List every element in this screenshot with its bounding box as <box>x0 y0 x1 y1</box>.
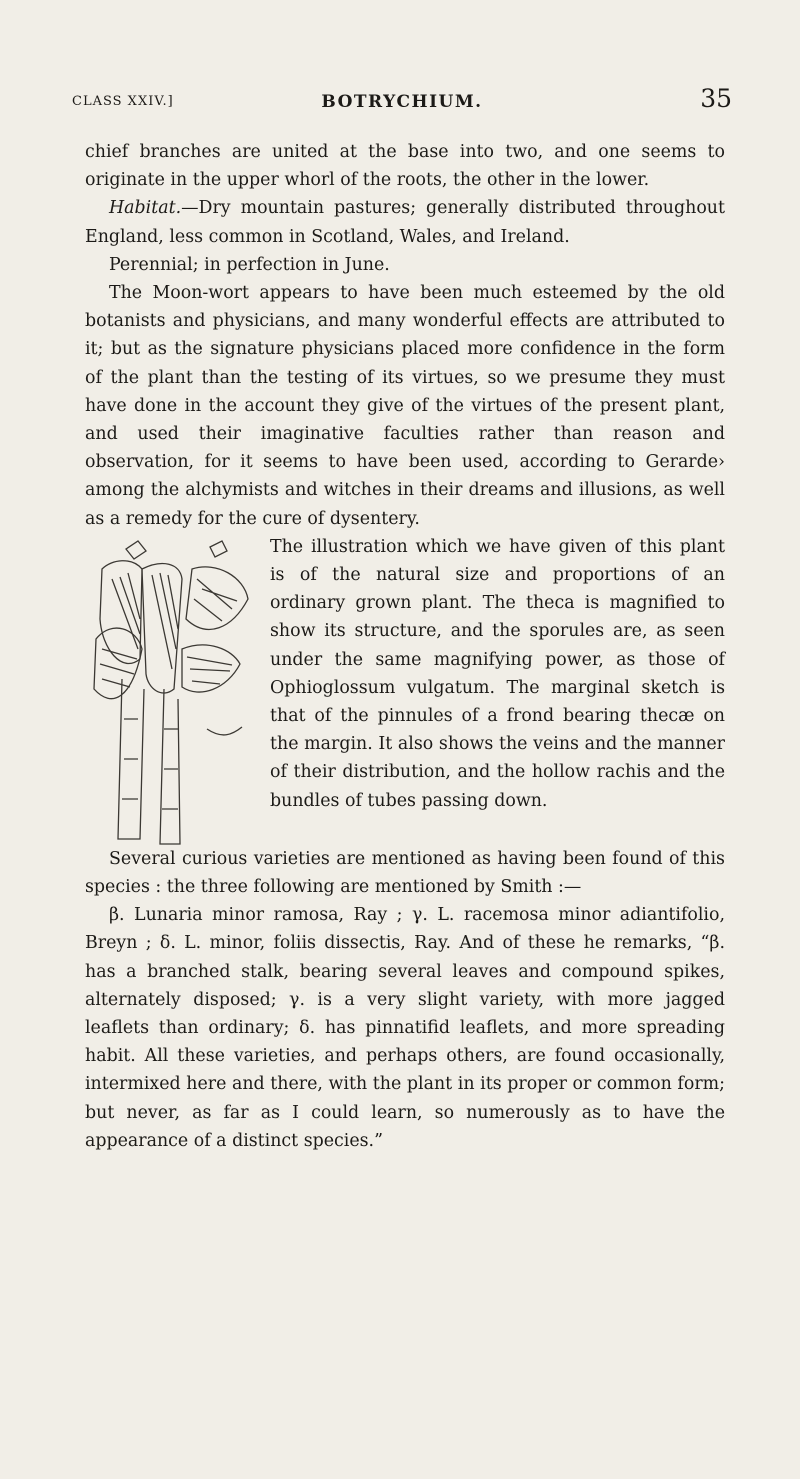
paragraph-varieties: Several curious varieties are mentioned as having been found of this species : the three following are mentioned by Smith :— <box>85 848 725 898</box>
body-text <box>85 138 725 1155</box>
paragraph-smith-quote: β. Lunaria minor ramosa, Ray ; γ. L. racemosa minor adiantifolio, Breyn ; δ. L. minor, foliis dissectis, Ray. And of these he remarks, “β. has a branched stalk, bearing several leaves and compound spikes, alternately disposed; γ. is a very slight variety, with more jagged leaflets than ordinary; δ. has pinnatifid leaflets, and more spreading habit. All these varieties, and perhaps others, are found occasionally, intermixed here and there, with the plant in its proper or common form; but never, as far as I could learn, so numerously as to have the appearance of a distinct species.” <box>85 905 725 1151</box>
habitat-label: Habitat. <box>109 198 182 219</box>
pinnule-sketch-drawing <box>82 539 254 845</box>
running-title: BOTRYCHIUM. <box>321 92 483 112</box>
running-header <box>72 84 732 124</box>
page-number: 35 <box>700 84 732 113</box>
class-label: CLASS XXIV.] <box>72 94 174 109</box>
paragraph-moonwort: The Moon-wort appears to have been much esteemed by the old botanists and physicians, and many wonderful effects are attributed to it; but as the signature physicians placed more confidence in the form of the plant than the testing of its virtues, so we presume they must have done in the account they give of the virtues of the present plant, and used their imaginative faculties rather than reason and observation, for it seems to have been used, according to Gerarde› among the alchymists and witches in their dreams and illusions, as well as a remedy for the cure of dysentery. <box>85 283 725 529</box>
paragraph-continuation: chief branches are united at the base into two, and one seems to originate in the upper whorl of the roots, the other in the lower. <box>85 142 725 191</box>
paragraph-habitat <box>85 194 725 250</box>
paragraph-illustration: The illustration which we have given of this plant is of the natural size and proportions of an ordinary grown plant. The theca is magnified to show its structure, and the sporules are, as seen under the same magnifying power, as those of Ophioglossum vulgatum. The marginal sketch is that of the pinnules of a frond bearing thecæ on the margin. It also shows the veins and the manner of their distribution, and the hollow rachis and the bundles of tubes passing down. <box>270 536 725 811</box>
pinnule-sketch-icon <box>82 539 254 845</box>
habitat-text: —Dry mountain pastures; generally distributed throughout England, less common in Scotland, Wales, and Ireland. <box>85 198 725 247</box>
paragraph-perennial: Perennial; in perfection in June. <box>109 254 390 275</box>
